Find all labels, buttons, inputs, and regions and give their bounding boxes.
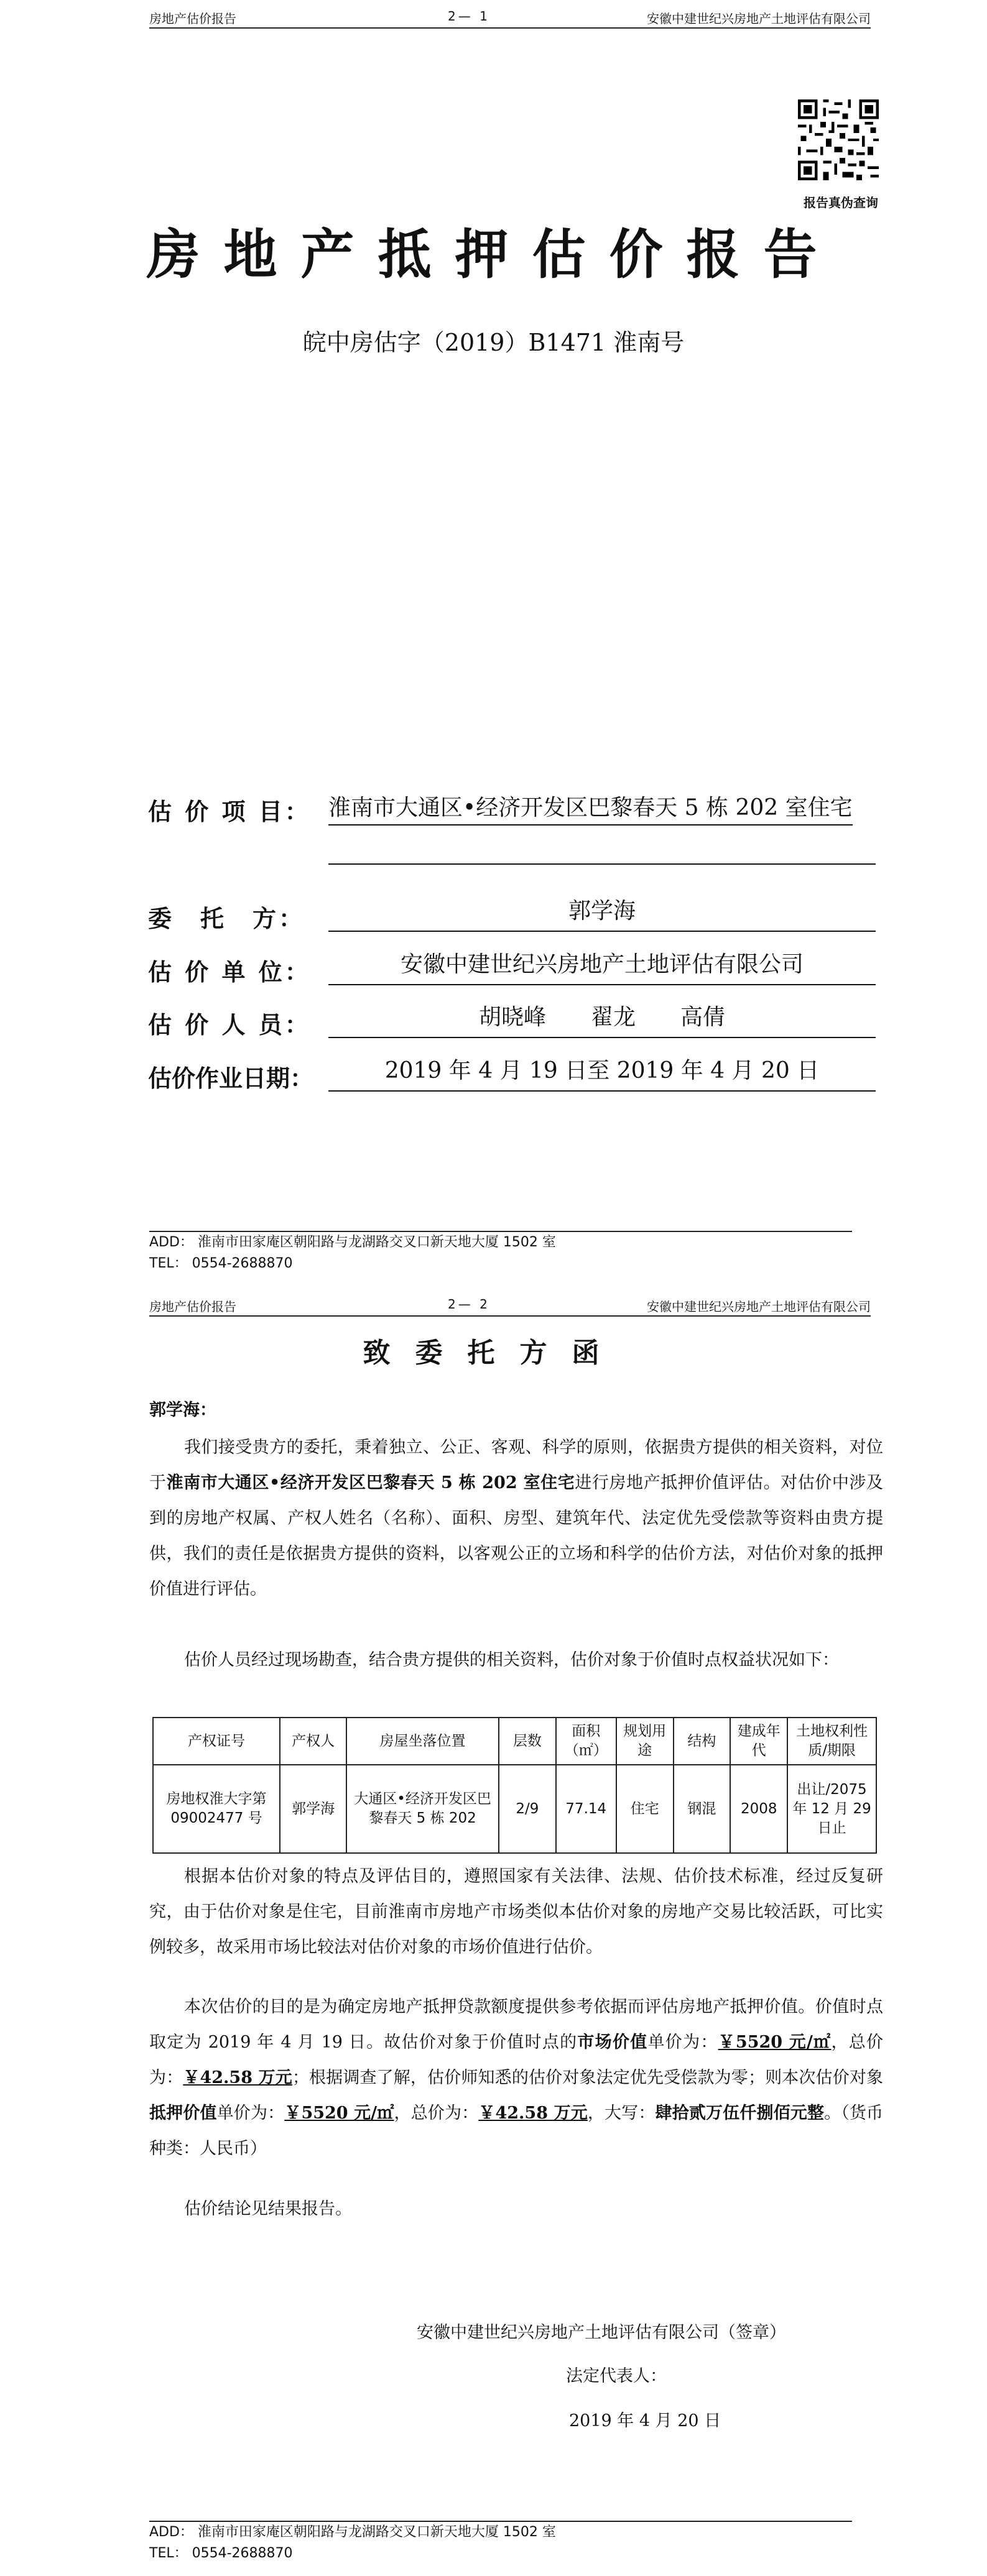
header-left: 房地产估价报告 xyxy=(149,1299,236,1314)
field-value: 淮南市大通区•经济开发区巴黎春天 5 栋 202 室住宅 xyxy=(328,795,853,826)
mortgage-total-price: ￥42.58 万元 xyxy=(478,2104,588,2123)
page-header xyxy=(149,6,871,29)
p5-text: 估价结论见结果报告。 xyxy=(184,2199,352,2219)
field-value-wrap xyxy=(328,789,876,827)
market-total-price: ￥42.58 万元 xyxy=(183,2068,292,2087)
table-cell: 77.14 xyxy=(556,1765,616,1853)
p4-text: ，总价为： xyxy=(394,2104,479,2123)
table-cell: 郭学海 xyxy=(280,1765,346,1853)
header-right: 安徽中建世纪兴房地产土地评估有限公司 xyxy=(647,11,871,26)
report-title: 房地产抵押估价报告 xyxy=(146,223,841,286)
paragraph-3 xyxy=(149,1859,883,1965)
table-cell: 钢混 xyxy=(674,1765,731,1853)
field-label: 估价作业日期： xyxy=(148,1064,314,1092)
letter-title: 致委托方函 xyxy=(363,1337,624,1369)
field-label: 估 价 项 目： xyxy=(148,798,311,826)
table-cell: 大通区•经济开发区巴黎春天 5 栋 202 xyxy=(346,1765,499,1853)
paragraph-5 xyxy=(149,2191,883,2227)
field-label: 委 托 方： xyxy=(148,904,305,932)
table-cell: 房地权淮大字第09002477 号 xyxy=(153,1765,280,1853)
amount-in-words: 肆拾贰万伍仟捌佰元整 xyxy=(655,2104,825,2123)
table-header: 结构 xyxy=(674,1718,731,1765)
table-cell: 2008 xyxy=(730,1765,787,1853)
table-header: 产权证号 xyxy=(153,1718,280,1765)
field-value: 安徽中建世纪兴房地产土地评估有限公司 xyxy=(328,945,876,985)
qr-caption: 报告真伪查询 xyxy=(804,195,878,210)
table-header: 土地权利性质/期限 xyxy=(787,1718,876,1765)
letter-date: 2019 年 4 月 20 日 xyxy=(569,2411,721,2431)
table-header: 房屋坐落位置 xyxy=(346,1718,499,1765)
paragraph-4 xyxy=(149,1989,883,2166)
table-header-row xyxy=(153,1718,876,1765)
footer-address: ADD： 淮南市田家庵区朝阳路与龙湖路交叉口新天地大厦 1502 室 xyxy=(149,1235,556,1250)
document-number: 皖中房估字（2019）B1471 淮南号 xyxy=(302,329,685,356)
field-label: 估 价 单 位： xyxy=(148,958,311,986)
page-footer xyxy=(149,2521,871,2564)
qr-code-icon[interactable] xyxy=(798,99,879,180)
table-header: 面积（㎡） xyxy=(556,1718,616,1765)
p4-text: 。（货币种类：人民币） xyxy=(149,2104,884,2158)
p4-text: ，总价为： xyxy=(149,2033,884,2087)
p4-text: 单价为： xyxy=(647,2033,718,2052)
field-value: 2019 年 4 月 19 日至 2019 年 4 月 20 日 xyxy=(328,1052,876,1092)
company-seal-line: 安徽中建世纪兴房地产土地评估有限公司（签章） xyxy=(417,2323,786,2342)
table-cell: 2/9 xyxy=(499,1765,556,1853)
footer-tel: TEL： 0554-2688870 xyxy=(149,1256,293,1271)
p1-text-cont: 进行房地产抵押价值评估。对估价中涉及到的房地产权属、产权人姓名（名称）、面积、房型、建筑年代、法定优先受偿款等资料由贵方提供，我们的责任是依据贵方提供的资料，以客观公正的立场和科学的估价方法，对估价对象的抵押价值进行评估。 xyxy=(149,1473,884,1599)
table-row xyxy=(153,1765,876,1853)
header-page-number: 2— 2 xyxy=(448,1297,490,1312)
mortgage-value-label: 抵押价值 xyxy=(149,2104,217,2123)
field-value: 郭学海 xyxy=(328,892,876,932)
p4-text: ，大写： xyxy=(587,2104,656,2123)
footer-tel: TEL： 0554-2688870 xyxy=(149,2546,293,2561)
table-header: 产权人 xyxy=(280,1718,346,1765)
field-label: 估 价 人 员： xyxy=(148,1011,311,1039)
p1-text: 我们接受贵方的委托，秉着独立、公正、客观、科学的原则，依据贵方提供的相关资料，对位于 xyxy=(149,1438,883,1493)
salutation: 郭学海： xyxy=(149,1401,216,1420)
field-value: 胡晓峰 翟龙 高倩 xyxy=(328,998,876,1038)
table-header: 规划用途 xyxy=(616,1718,674,1765)
market-value-label: 市场价值 xyxy=(577,2033,648,2052)
table-cell: 出让/2075 年 12 月 29 日止 xyxy=(787,1765,876,1853)
legal-representative: 法定代表人： xyxy=(566,2367,667,2386)
paragraph-2 xyxy=(149,1642,883,1678)
p3-text: 根据本估价对象的特点及评估目的，遵照国家有关法律、法规、估价技术标准，经过反复研究，由于估价对象是住宅，目前淮南市房地产市场类似本估价对象的房地产交易比较活跃，可比实例较多，故采用市场比较法对估价对象的市场价值进行估价。 xyxy=(149,1867,883,1957)
p2-text: 估价人员经过现场勘查，结合贵方提供的相关资料，估价对象于价值时点权益状况如下： xyxy=(184,1650,839,1670)
mortgage-unit-price: ￥5520 元/㎡ xyxy=(284,2104,394,2123)
underline xyxy=(328,863,876,865)
table-cell: 住宅 xyxy=(616,1765,674,1853)
page-header xyxy=(149,1294,871,1317)
header-right: 安徽中建世纪兴房地产土地评估有限公司 xyxy=(647,1299,871,1314)
table-header: 建成年代 xyxy=(730,1718,787,1765)
paragraph-1 xyxy=(149,1430,883,1607)
table-header: 层数 xyxy=(499,1718,556,1765)
property-address: 淮南市大通区•经济开发区巴黎春天 5 栋 202 室住宅 xyxy=(166,1473,575,1493)
market-unit-price: ￥5520 元/㎡ xyxy=(718,2033,832,2052)
p4-text: 单价为： xyxy=(216,2104,285,2123)
property-rights-table xyxy=(152,1717,877,1854)
header-page-number: 2— 1 xyxy=(448,9,490,24)
p4-text: 本次估价的目的是为确定房地产抵押贷款额度提供参考依据而评估房地产抵押价值。价值时点取定为 2019 年 4 月 19 日。故估价对象于价值时点的 xyxy=(149,1997,883,2052)
header-left: 房地产估价报告 xyxy=(149,11,236,26)
footer-address: ADD： 淮南市田家庵区朝阳路与龙湖路交叉口新天地大厦 1502 室 xyxy=(149,2524,556,2540)
page-footer xyxy=(149,1231,871,1274)
p4-text: ；根据调查了解，估价师知悉的估价对象法定优先受偿款为零；则本次估价对象 xyxy=(292,2068,884,2087)
